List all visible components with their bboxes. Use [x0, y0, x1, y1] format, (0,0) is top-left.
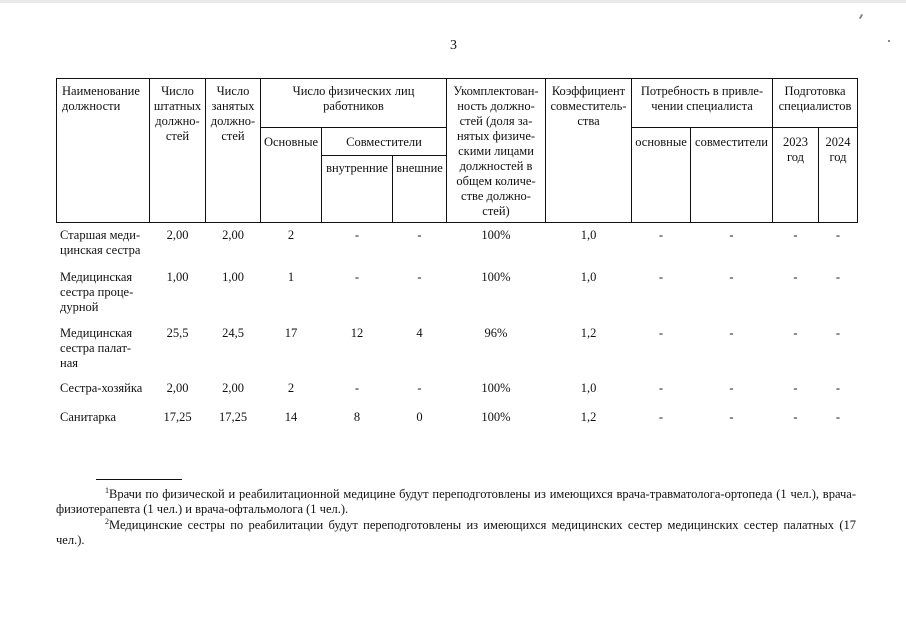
scan-top-edge — [0, 0, 906, 3]
row-year-2024: - — [835, 326, 841, 340]
row-year-2023: - — [793, 410, 798, 424]
table-border-left — [56, 78, 57, 223]
footnote-separator — [96, 479, 182, 480]
header-staff-count: Число штатных должно- стей — [153, 84, 202, 143]
row-staffing: 100% — [481, 381, 511, 395]
row-occupied: 17,25 — [218, 410, 248, 424]
row-need-part: - — [729, 326, 734, 340]
row-occupied: 24,5 — [222, 326, 244, 340]
row-name: Санитарка — [60, 410, 117, 424]
row-need-main: - — [658, 381, 664, 395]
row-year-2024: - — [835, 381, 841, 395]
row-coefficient: 1,2 — [580, 326, 597, 340]
header-staffing: Укомплектован- ность должно- стей (доля за- нятых физиче- скими лицами должностей в общем количе- стве должно- стей) — [453, 84, 539, 218]
row-year-2023: - — [793, 228, 798, 242]
header-year-2024: 2024 год — [825, 135, 851, 164]
footnote-mark: 2 — [105, 516, 109, 526]
header-need-main: основные — [635, 135, 687, 149]
header-divider-part-timers — [321, 155, 446, 156]
row-name: Сестра-хозяйка — [60, 381, 143, 395]
row-main: 17 — [284, 326, 298, 340]
row-external: 0 — [416, 410, 423, 424]
scan-speck — [888, 40, 890, 42]
row-staffing: 96% — [484, 326, 508, 340]
row-year-2024: - — [835, 270, 841, 284]
table-border-top — [56, 78, 858, 79]
row-occupied: 1,00 — [222, 270, 244, 284]
row-staffing: 100% — [481, 270, 511, 284]
footnote-text: Медицинские сестры по реабилитации будут переподготовлены из имеющихся медицинских сестер медицинских сестер палатных (17 чел.). — [56, 518, 856, 547]
row-internal: - — [354, 381, 360, 395]
row-coefficient: 1,2 — [580, 410, 597, 424]
header-border-bottom — [56, 222, 858, 223]
header-part-timers: Совместители — [346, 135, 422, 149]
footnote-text: Врачи по физической и реабилитационной медицине будут переподготовлены из имеющихся врача-травматолога-ортопеда (1 чел.), врача-физиотерапевта (1 чел.) и врача-офтальмолога (1 чел.). — [56, 487, 856, 516]
row-staff: 17,25 — [163, 410, 192, 424]
row-need-part: - — [729, 381, 734, 395]
header-external: внешние — [396, 161, 443, 175]
header-year-2023: 2023 год — [783, 135, 808, 164]
row-name: Старшая меди- цинская сестра — [60, 228, 141, 257]
row-coefficient: 1,0 — [580, 381, 597, 395]
row-external: - — [417, 270, 422, 284]
row-staff: 2,00 — [166, 228, 189, 242]
footnote-mark: 1 — [105, 485, 109, 495]
row-name: Медицинская сестра палат- ная — [60, 326, 133, 370]
row-need-part: - — [729, 270, 734, 284]
header-internal: внутренние — [326, 161, 388, 175]
row-staff: 25,5 — [166, 326, 189, 340]
header-divider-need — [631, 127, 858, 128]
row-external: 4 — [416, 326, 423, 340]
header-physical-persons: Число физических лиц работников — [292, 84, 415, 113]
row-year-2024: - — [835, 410, 841, 424]
row-external: - — [417, 228, 422, 242]
header-name: Наименование должности — [62, 84, 140, 113]
row-internal: - — [354, 270, 360, 284]
row-year-2024: - — [835, 228, 841, 242]
row-staff: 2,00 — [166, 381, 189, 395]
row-coefficient: 1,0 — [580, 228, 597, 242]
row-internal: 8 — [353, 410, 361, 424]
header-main: Основные — [263, 135, 319, 149]
row-external: - — [417, 381, 422, 395]
row-year-2023: - — [793, 381, 798, 395]
header-need-part: совместители — [695, 135, 768, 149]
row-main: 1 — [287, 270, 295, 284]
row-need-main: - — [658, 270, 664, 284]
row-name: Медицинская сестра процe- дурной — [60, 270, 134, 314]
row-staff: 1,00 — [166, 270, 189, 284]
row-main: 2 — [287, 381, 295, 395]
row-need-main: - — [658, 228, 664, 242]
row-year-2023: - — [793, 270, 798, 284]
row-year-2023: - — [793, 326, 798, 340]
header-need: Потребность в привле- чении специалиста — [640, 84, 764, 113]
table-border-right — [857, 78, 858, 223]
header-training: Подготовка специалистов — [778, 84, 852, 113]
footnote-1 — [56, 487, 856, 517]
row-main: 14 — [284, 410, 298, 424]
footnote-2 — [56, 518, 856, 548]
row-internal: 12 — [350, 326, 364, 340]
scan-speck — [859, 14, 863, 19]
row-need-part: - — [729, 410, 734, 424]
row-need-main: - — [658, 326, 664, 340]
row-main: 2 — [287, 228, 295, 242]
header-divider-physical — [260, 127, 446, 128]
page-number: 3 — [450, 38, 457, 53]
row-need-main: - — [658, 410, 664, 424]
row-occupied: 2,00 — [222, 228, 244, 242]
header-occupied-count: Число занятых должно- стей — [210, 84, 256, 143]
row-need-part: - — [729, 228, 734, 242]
row-internal: - — [354, 228, 360, 242]
header-coefficient: Коэффициент совместитель- ства — [550, 84, 627, 128]
row-coefficient: 1,0 — [580, 270, 597, 284]
row-staffing: 100% — [481, 228, 511, 242]
row-staffing: 100% — [481, 410, 511, 424]
row-occupied: 2,00 — [222, 381, 244, 395]
